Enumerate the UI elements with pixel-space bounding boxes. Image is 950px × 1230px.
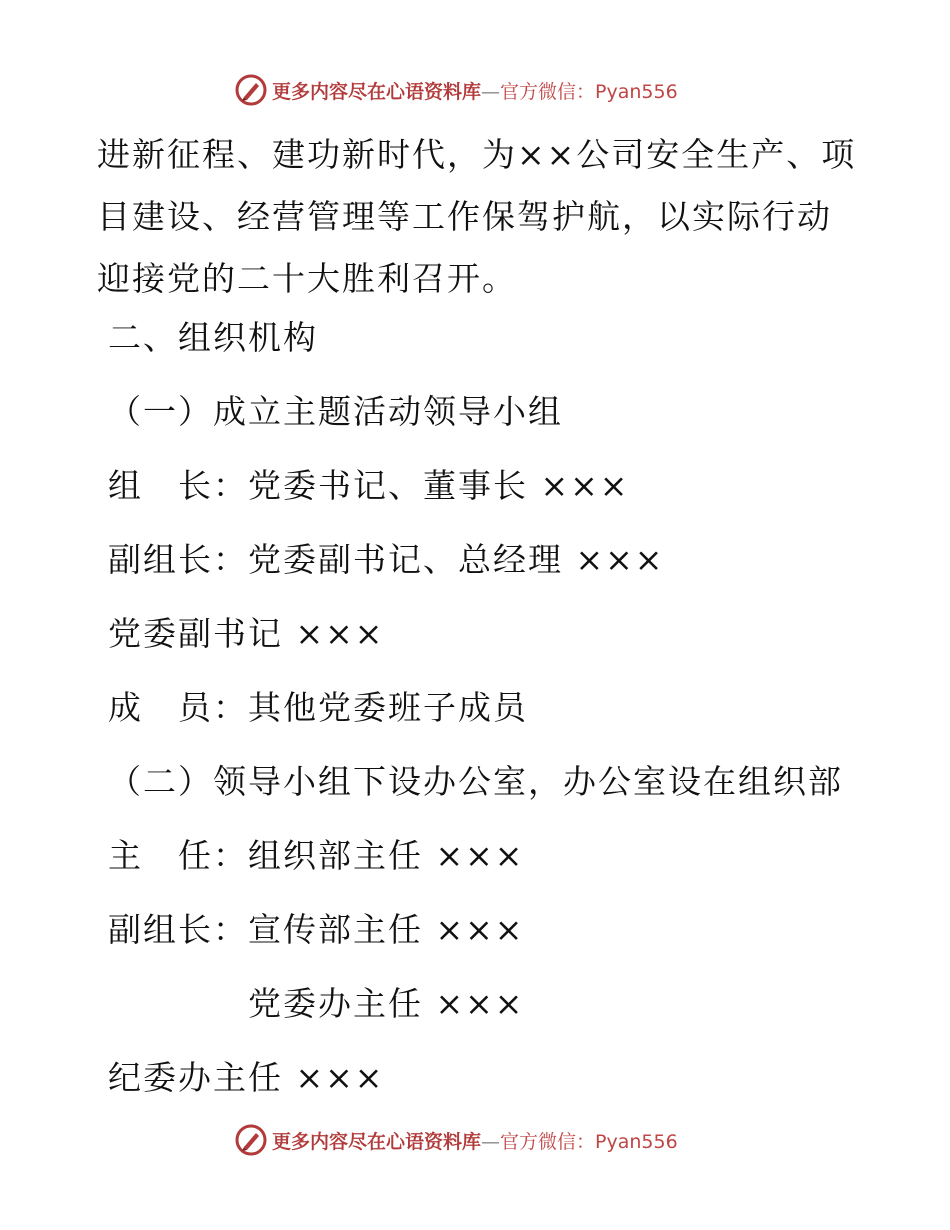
roster-line-office-director: 主 任：组织部主任 ×××	[108, 836, 525, 875]
watermark-header	[234, 72, 678, 108]
roster-line-deputy-secretary: 党委副书记 ×××	[108, 614, 385, 653]
intro-paragraph: 进新征程、建功新时代，为××公司安全生产、项目建设、经营管理等工作保驾护航，以实际行动迎接党的二十大胜利召开。	[97, 135, 857, 298]
roster-line-discipline-office: 纪委办主任 ×××	[108, 1058, 385, 1097]
roster-line-office-deputy-propaganda: 副组长：宣传部主任 ×××	[108, 910, 525, 949]
subsection-heading-office: （二）领导小组下设办公室，办公室设在组织部	[108, 762, 843, 801]
roster-line-group-leader: 组 长：党委书记、董事长 ×××	[108, 466, 630, 505]
pen-logo-icon	[234, 73, 268, 107]
subsection-heading-leading-group: （一）成立主题活动领导小组	[108, 392, 563, 431]
roster-line-office-deputy-party-office: 党委办主任 ×××	[108, 984, 525, 1023]
watermark-text: 更多内容尽在心语资料库—官方微信：Pyan556	[272, 1130, 678, 1153]
roster-line-deputy-leader: 副组长：党委副书记、总经理 ×××	[108, 540, 665, 579]
watermark-text: 更多内容尽在心语资料库—官方微信：Pyan556	[272, 80, 678, 103]
pen-logo-icon	[234, 1123, 268, 1157]
watermark-footer	[234, 1122, 678, 1158]
section-heading-organization: 二、组织机构	[108, 318, 318, 357]
roster-line-members: 成 员：其他党委班子成员	[108, 688, 528, 727]
